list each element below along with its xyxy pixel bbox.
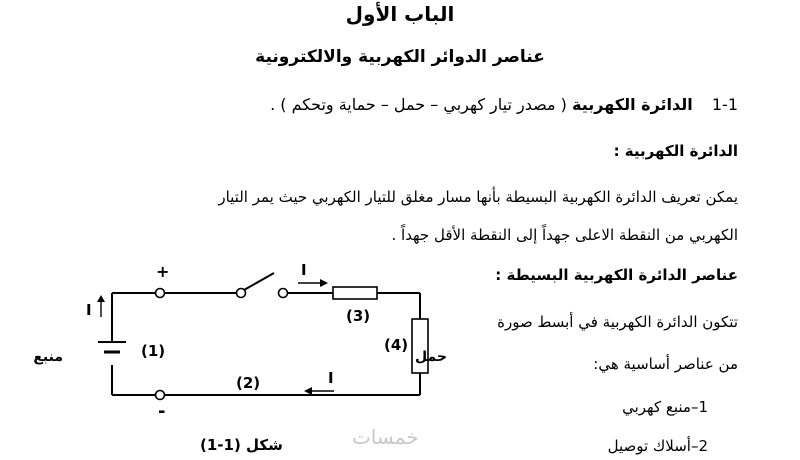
chapter-title: الباب الأول bbox=[345, 2, 455, 26]
switch-icon bbox=[237, 273, 288, 298]
fuse-icon bbox=[333, 287, 377, 299]
current-label-side: I bbox=[86, 301, 92, 319]
subsection-number: 1-1 bbox=[711, 95, 738, 114]
list-item: 1–منبع كهربي bbox=[622, 398, 708, 416]
negative-terminal bbox=[156, 391, 165, 400]
sub-heading: الدائرة الكهربية : bbox=[613, 142, 738, 160]
plus-sign: + bbox=[156, 262, 170, 281]
current-arrow-top-icon bbox=[298, 279, 328, 287]
section-title: عناصر الدوائر الكهربية والالكترونية bbox=[255, 47, 545, 67]
label-2: (2) bbox=[236, 374, 261, 392]
positive-terminal bbox=[156, 289, 165, 298]
current-label-bottom: I bbox=[328, 369, 334, 387]
load-label: حمل bbox=[415, 349, 447, 365]
battery-icon bbox=[98, 342, 126, 352]
body-line-2: من عناصر أساسية هي: bbox=[593, 355, 738, 373]
minus-sign: - bbox=[158, 401, 166, 422]
subsection-line bbox=[270, 95, 738, 114]
label-3: (3) bbox=[346, 307, 371, 325]
circuit-diagram bbox=[0, 255, 470, 445]
watermark: خمسات bbox=[352, 425, 419, 449]
label-4: (4) bbox=[384, 336, 409, 354]
source-label: منبع bbox=[33, 349, 63, 365]
subsection-label: الدائرة الكهربية bbox=[572, 95, 693, 114]
body-line-1: تتكون الدائرة الكهربية في أبسط صورة bbox=[497, 313, 738, 331]
paragraph-line-2: الكهربي من النقطة الاعلى جهداً إلى النقطة الأقل جهداً . bbox=[391, 226, 738, 244]
elements-heading: عناصر الدائرة الكهربية البسيطة : bbox=[495, 266, 738, 284]
list-item: 2–أسلاك توصيل bbox=[607, 437, 708, 455]
label-1: (1) bbox=[141, 342, 166, 360]
current-arrow-bottom-icon bbox=[304, 387, 334, 395]
current-arrow-side-icon bbox=[97, 295, 105, 317]
figure-caption: شكل (1-1) bbox=[200, 436, 283, 454]
paragraph-line-1: يمكن تعريف الدائرة الكهربية البسيطة بأنها مسار مغلق للتيار الكهربي حيث يمر التيار bbox=[218, 188, 738, 206]
subsection-text: ( مصدر تيار كهربي – حمل – حماية وتحكم ) . bbox=[270, 95, 567, 114]
current-label-top: I bbox=[301, 261, 307, 279]
